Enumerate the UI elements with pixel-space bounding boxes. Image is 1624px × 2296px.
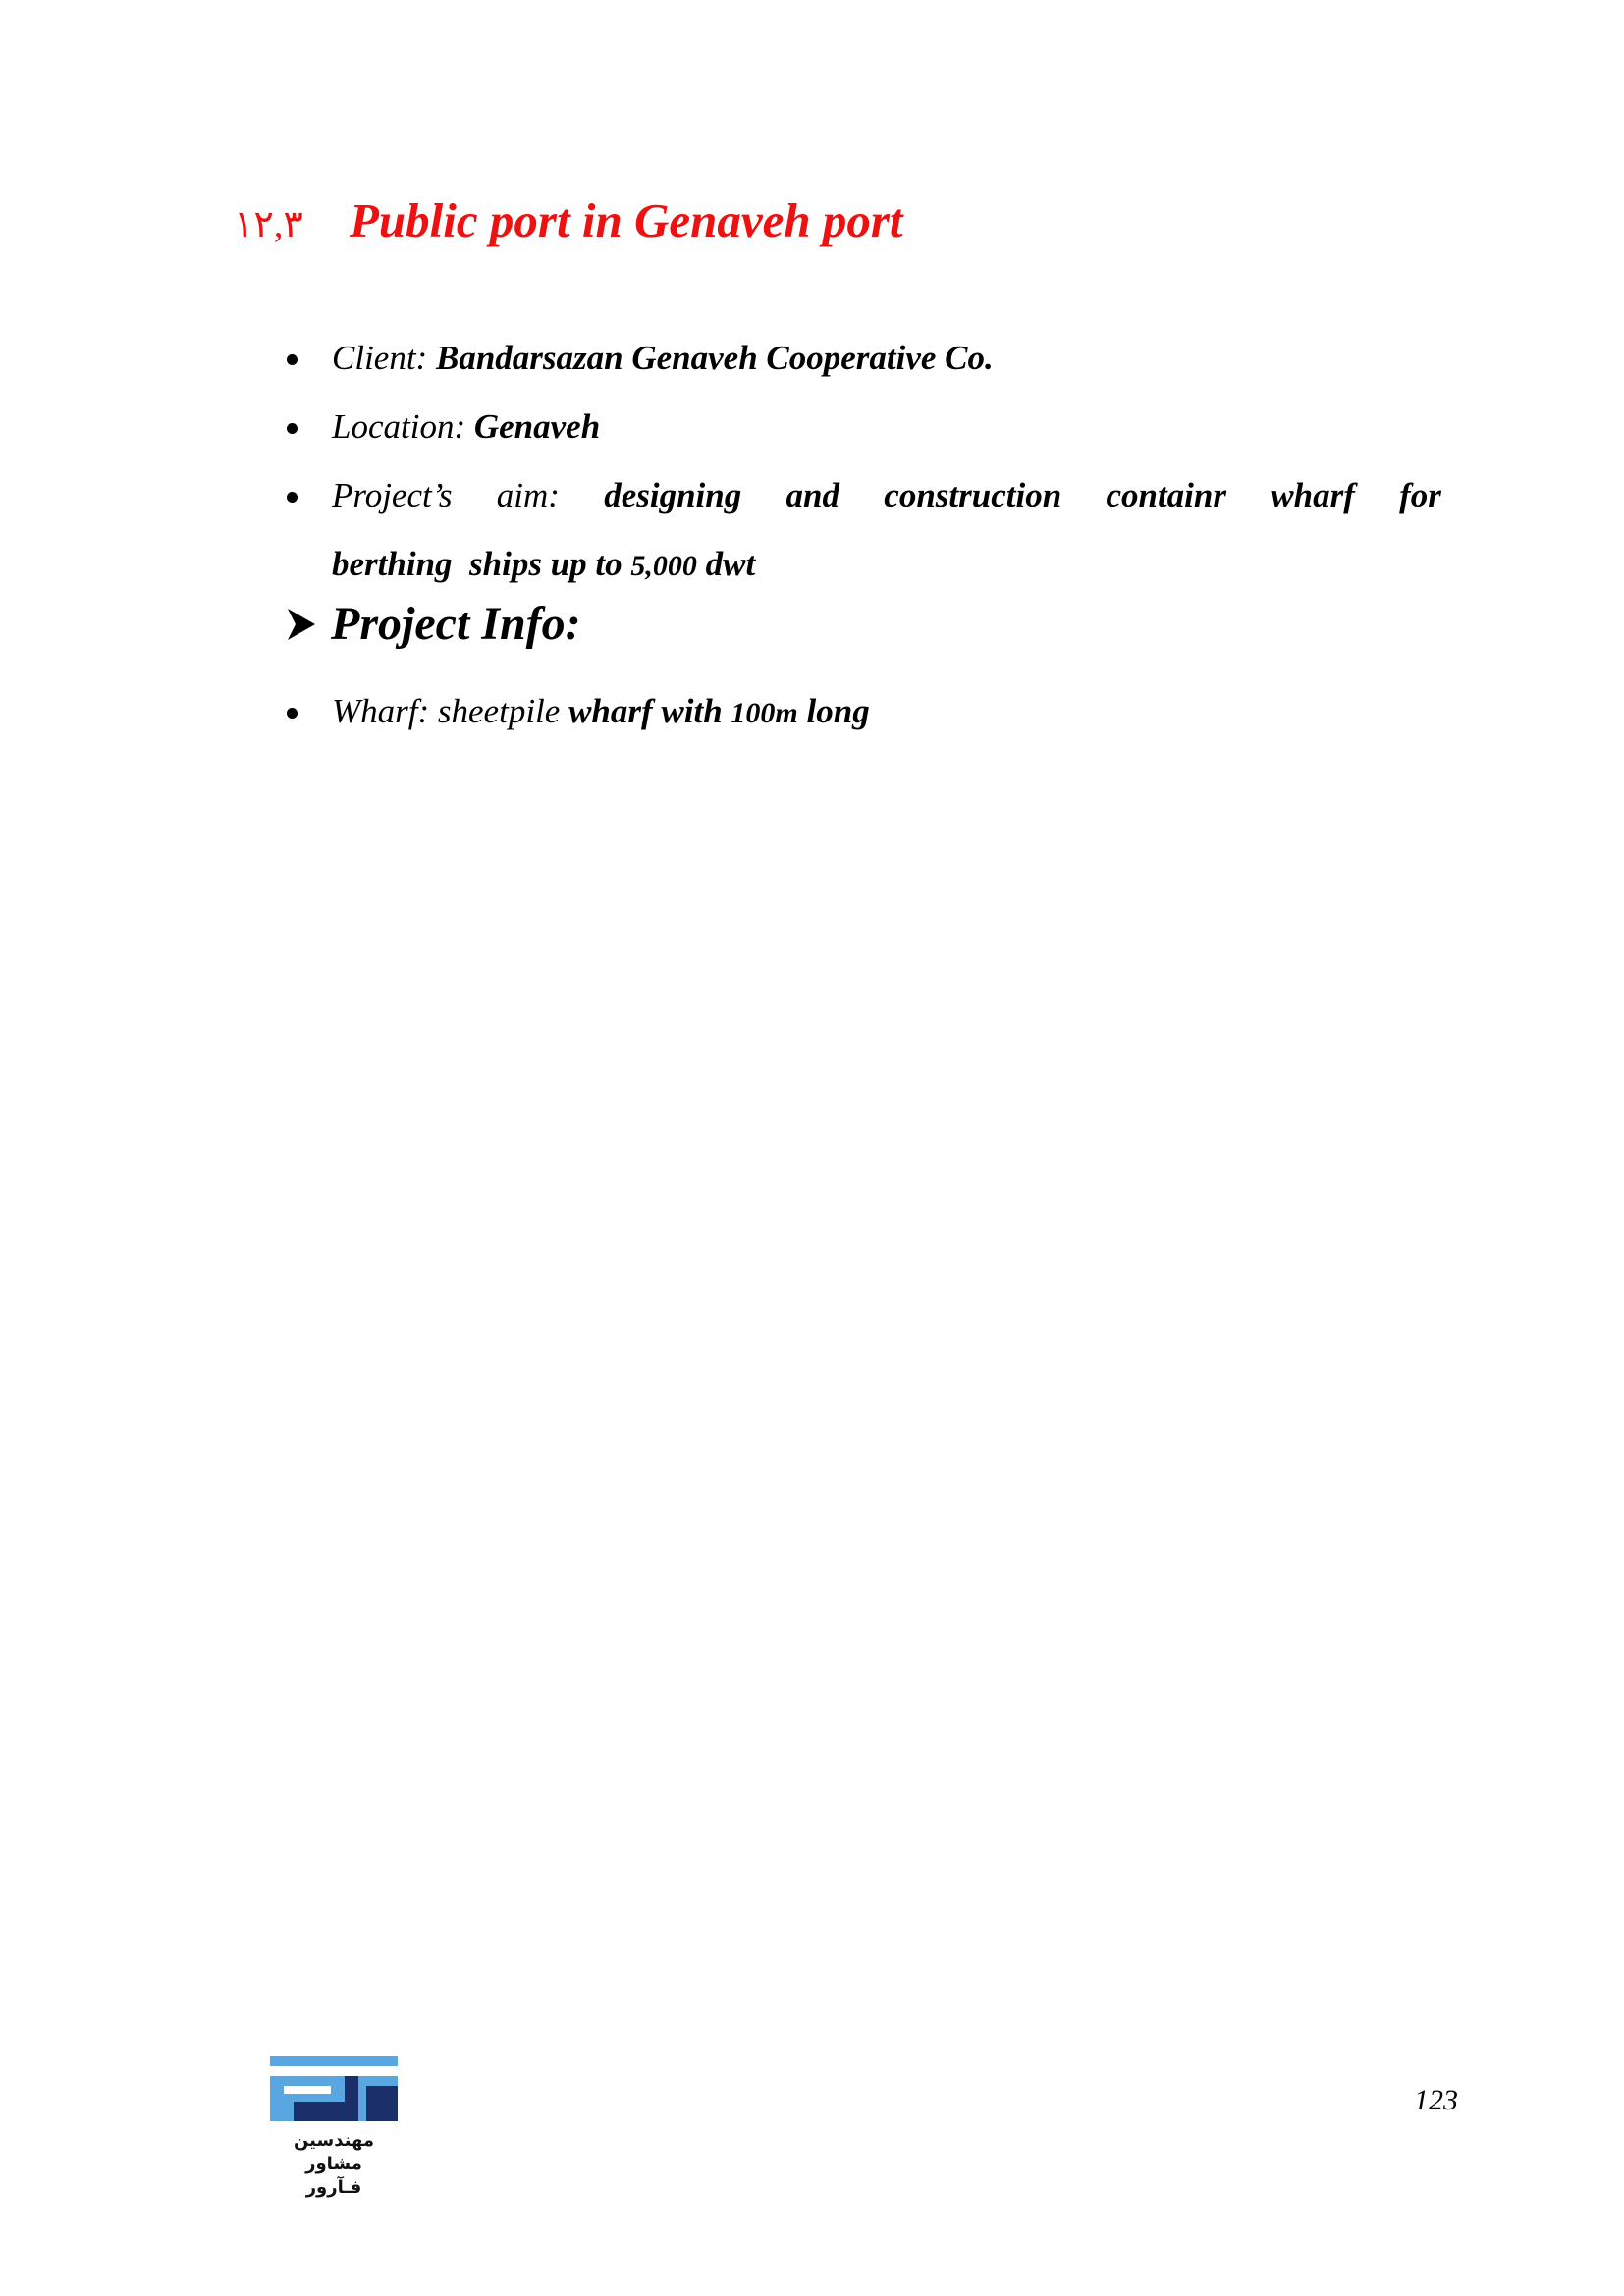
aim-word: designing	[604, 476, 742, 514]
logo-line-2: فـآرور	[305, 2177, 362, 2198]
aim-line-2-text: berthing ships up to	[332, 545, 631, 583]
project-info-title: Project Info:	[331, 598, 581, 650]
aim-line-1	[332, 461, 1441, 530]
company-logo	[270, 2056, 398, 2200]
aim-word: construction	[884, 476, 1062, 514]
list-item-wharf	[281, 677, 1441, 748]
bullet-icon	[287, 492, 298, 503]
logo-line-1: مهندسین مشاور	[293, 2130, 375, 2174]
aim-line-2	[332, 530, 1441, 601]
location-label: Location:	[332, 407, 474, 446]
aim-capacity: 5,000	[630, 550, 697, 582]
wharf-length: 100m	[731, 697, 798, 729]
list-item-location	[281, 393, 1441, 461]
wharf-label: Wharf: sheetpile	[332, 692, 569, 730]
page-number: 123	[1414, 2084, 1458, 2116]
project-details-list	[281, 324, 1441, 601]
wharf-list	[281, 677, 1441, 748]
wharf-value-end: long	[797, 692, 870, 730]
project-info-heading	[286, 597, 581, 651]
bullet-icon	[287, 354, 298, 365]
section-number: ۱۲,۳	[234, 204, 303, 245]
company-logo-text	[270, 2129, 398, 2200]
location-value: Genaveh	[473, 407, 601, 446]
aim-label-word: aim:	[496, 476, 560, 514]
wharf-value: wharf with	[568, 692, 731, 730]
client-value: Bandarsazan Genaveh Cooperative Co.	[435, 339, 994, 377]
list-item-client	[281, 324, 1441, 393]
client-label: Client:	[332, 339, 436, 377]
section-heading	[234, 192, 903, 248]
aim-word: for	[1399, 476, 1441, 514]
aim-word: and	[785, 476, 839, 514]
aim-unit: dwt	[696, 545, 756, 583]
section-title: Public port in Genaveh port	[350, 193, 903, 247]
list-item-aim	[281, 461, 1441, 601]
company-logo-mark	[270, 2056, 398, 2121]
aim-label-word: Project’s	[332, 476, 453, 514]
arrow-right-icon	[286, 607, 317, 642]
bullet-icon	[287, 708, 298, 719]
aim-word: containr	[1106, 476, 1226, 514]
bullet-icon	[287, 423, 298, 434]
aim-word: wharf	[1271, 476, 1355, 514]
